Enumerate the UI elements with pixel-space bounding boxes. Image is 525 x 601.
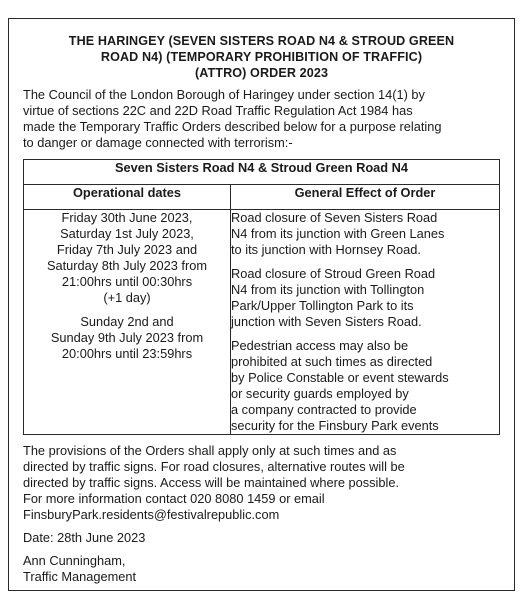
effect-block	[231, 266, 499, 330]
effect-line: security for the Finsbury Park events	[231, 418, 439, 433]
signatory-role: Traffic Management	[23, 569, 137, 584]
effect-line: or security guards employed by	[231, 386, 409, 401]
signatory-name: Ann Cunningham,	[23, 553, 126, 568]
general-effect-cell	[231, 210, 500, 435]
date-line: Sunday 9th July 2023 from	[50, 330, 204, 345]
effect-line: prohibited at such times as directed	[231, 354, 433, 369]
title-line: (ATTRO) ORDER 2023	[194, 66, 329, 80]
intro-line: made the Temporary Traffic Orders described below for a purpose relating	[23, 119, 442, 134]
effect-line: Road closure of Seven Sisters Road	[231, 210, 438, 225]
date-line: Saturday 1st July 2023,	[60, 226, 194, 241]
effect-line: N4 from its junction with Tollington	[231, 282, 425, 297]
intro-line: virtue of sections 22C and 22D Road Traffic Regulation Act 1984 has	[23, 103, 413, 118]
provisions-paragraph	[23, 443, 500, 523]
provisions-line: The provisions of the Orders shall apply only at such times and as	[23, 443, 397, 458]
effect-line: Pedestrian access may also be	[231, 338, 409, 353]
effect-line: by Police Constable or event stewards	[231, 370, 449, 385]
column-header-dates: Operational dates	[24, 185, 231, 210]
effect-block	[231, 210, 499, 258]
date-line: 20:00hrs until 23:59hrs	[61, 346, 193, 361]
date-line: (+1 day)	[103, 290, 151, 305]
effect-line: Road closure of Stroud Green Road	[231, 266, 436, 281]
public-notice	[8, 18, 515, 591]
road-header: Seven Sisters Road N4 & Stroud Green Road N4	[24, 160, 500, 185]
intro-line: The Council of the London Borough of Haringey under section 14(1) by	[23, 87, 425, 102]
provisions-line: directed by traffic signs. Access will be maintained where possible.	[23, 475, 400, 490]
effect-block	[231, 338, 499, 434]
intro-line: to danger or damage connected with terrorism:-	[23, 135, 293, 150]
column-header-effect: General Effect of Order	[231, 185, 500, 210]
date-block	[24, 210, 230, 306]
orders-table	[23, 159, 500, 435]
effect-line: N4 from its junction with Green Lanes	[231, 226, 445, 241]
intro-paragraph	[23, 87, 500, 151]
date-line: 21:00hrs until 00:30hrs	[61, 274, 193, 289]
title-line: THE HARINGEY (SEVEN SISTERS ROAD N4 & STROUD GREEN	[68, 34, 455, 48]
date-line: Sunday 2nd and	[80, 314, 174, 329]
signatory	[23, 553, 500, 585]
date-line: Friday 30th June 2023,	[61, 210, 193, 225]
provisions-line: directed by traffic signs. For road closures, alternative routes will be	[23, 459, 405, 474]
effect-line: to its junction with Hornsey Road.	[231, 242, 421, 257]
date-line: Friday 7th July 2023 and	[56, 242, 198, 257]
title-line: ROAD N4) (TEMPORARY PROHIBITION OF TRAFFIC)	[100, 50, 423, 64]
date-block	[24, 314, 230, 362]
notice-footer	[23, 443, 500, 585]
date-line: Saturday 8th July 2023 from	[46, 258, 208, 273]
notice-date: Date: 28th June 2023	[23, 530, 146, 545]
operational-dates-cell	[24, 210, 231, 435]
effect-line: junction with Seven Sisters Road.	[231, 314, 422, 329]
notice-title	[23, 33, 500, 81]
effect-line: Park/Upper Tollington Park to its	[231, 298, 414, 313]
provisions-line: For more information contact 020 8080 1459 or email	[23, 491, 325, 506]
effect-line: a company contracted to provide	[231, 402, 417, 417]
contact-email: FinsburyPark.residents@festivalrepublic.com	[23, 507, 280, 522]
